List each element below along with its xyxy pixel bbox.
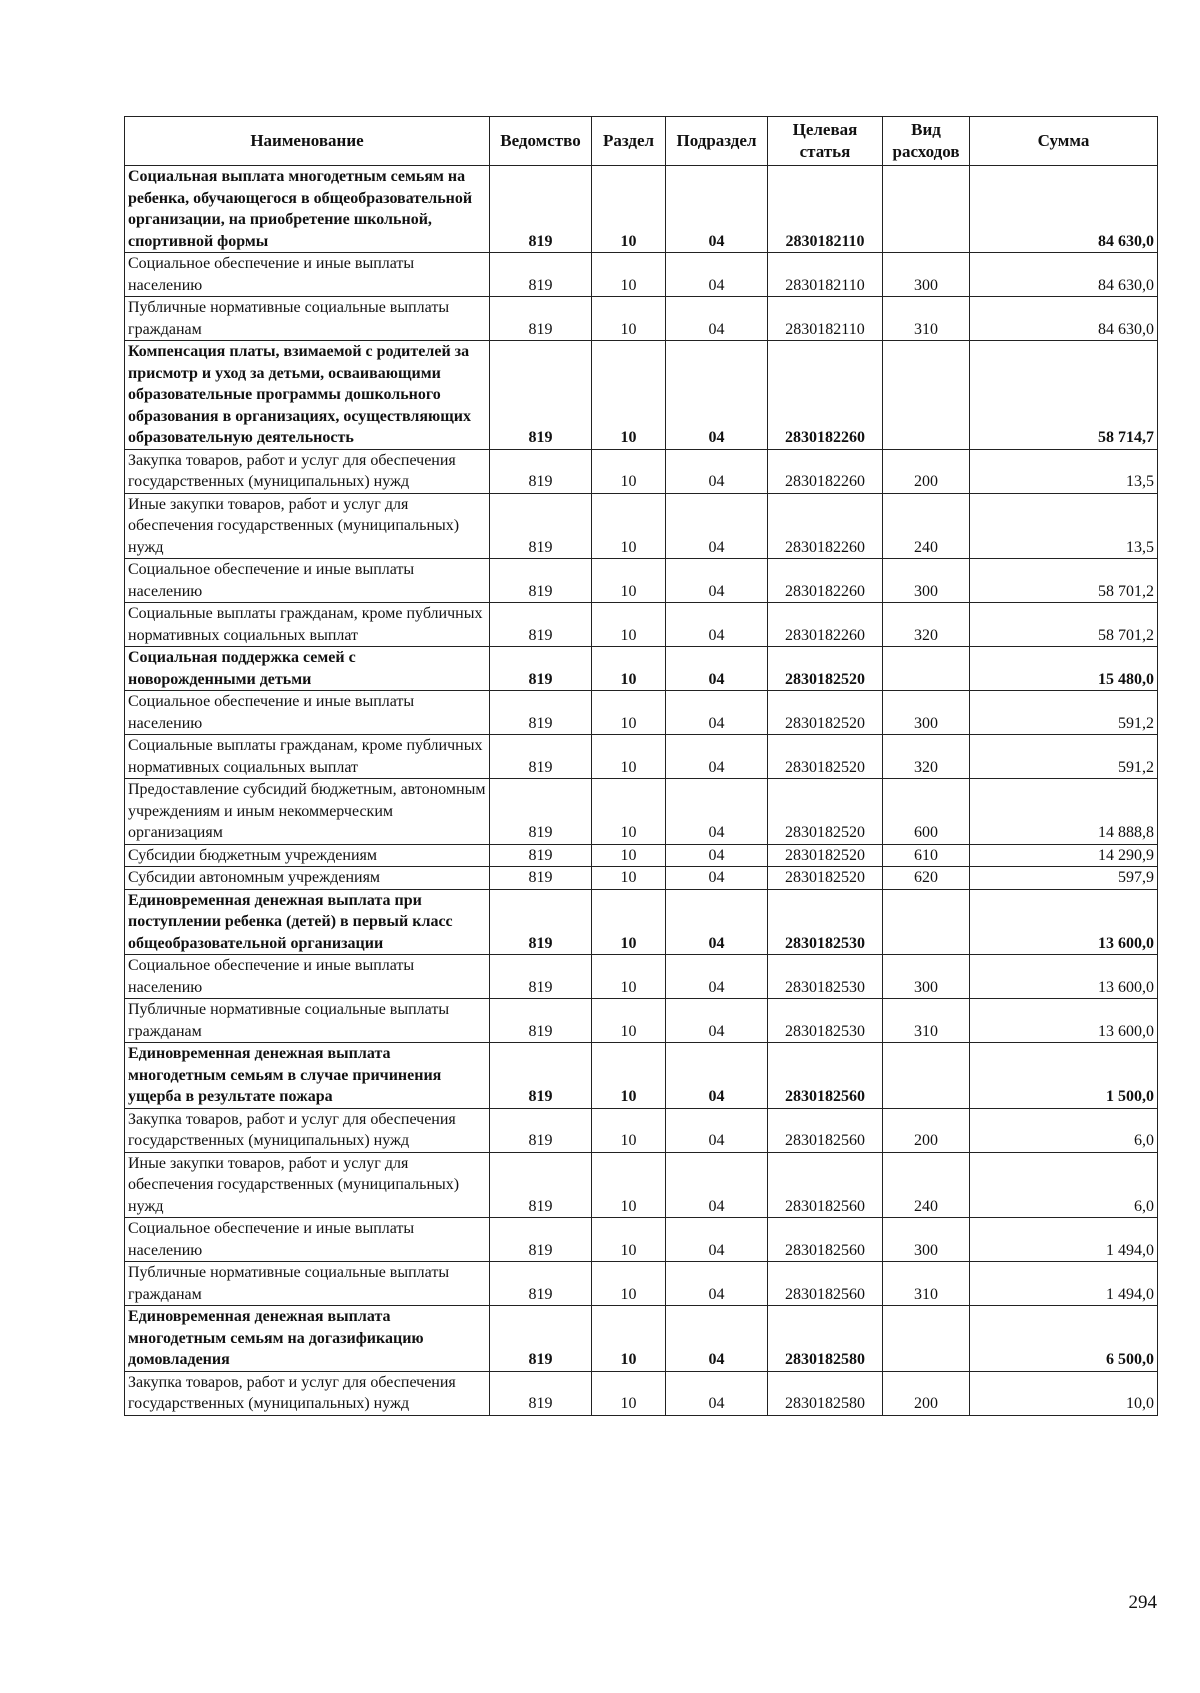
cell-razdel: 10	[592, 1043, 666, 1109]
cell-celevaya-statya: 2830182580	[768, 1371, 883, 1415]
cell-celevaya-statya: 2830182560	[768, 1218, 883, 1262]
cell-vedomstvo: 819	[490, 867, 592, 890]
cell-razdel: 10	[592, 253, 666, 297]
budget-table	[124, 116, 1158, 1416]
cell-razdel: 10	[592, 647, 666, 691]
cell-vid-rashodov: 310	[883, 1262, 970, 1306]
cell-summa: 84 630,0	[970, 253, 1158, 297]
cell-name: Единовременная денежная выплата при поступлении ребенка (детей) в первый класс общеобразовательной организации	[125, 889, 490, 955]
cell-podrazdel: 04	[666, 253, 768, 297]
cell-razdel: 10	[592, 889, 666, 955]
cell-vedomstvo: 819	[490, 493, 592, 559]
cell-vedomstvo: 819	[490, 1152, 592, 1218]
table-row	[125, 647, 1158, 691]
table-row	[125, 1306, 1158, 1372]
header-summa: Сумма	[970, 117, 1158, 166]
cell-vid-rashodov: 200	[883, 449, 970, 493]
cell-summa: 591,2	[970, 735, 1158, 779]
cell-vedomstvo: 819	[490, 1108, 592, 1152]
cell-podrazdel: 04	[666, 559, 768, 603]
cell-podrazdel: 04	[666, 1371, 768, 1415]
table-row	[125, 253, 1158, 297]
cell-vid-rashodov: 240	[883, 1152, 970, 1218]
table-row	[125, 559, 1158, 603]
cell-celevaya-statya: 2830182530	[768, 889, 883, 955]
cell-razdel: 10	[592, 844, 666, 867]
cell-podrazdel: 04	[666, 691, 768, 735]
table-row	[125, 603, 1158, 647]
cell-podrazdel: 04	[666, 779, 768, 845]
cell-name: Социальное обеспечение и иные выплаты населению	[125, 1218, 490, 1262]
header-celevaya-statya: Целевая статья	[768, 117, 883, 166]
cell-celevaya-statya: 2830182530	[768, 955, 883, 999]
header-podrazdel: Подраздел	[666, 117, 768, 166]
cell-celevaya-statya: 2830182520	[768, 779, 883, 845]
cell-vedomstvo: 819	[490, 1218, 592, 1262]
cell-razdel: 10	[592, 1152, 666, 1218]
cell-name: Социальное обеспечение и иные выплаты населению	[125, 253, 490, 297]
table-row	[125, 779, 1158, 845]
table-header-row	[125, 117, 1158, 166]
cell-podrazdel: 04	[666, 1306, 768, 1372]
cell-vedomstvo: 819	[490, 559, 592, 603]
cell-vid-rashodov: 620	[883, 867, 970, 890]
cell-name: Социальная выплата многодетным семьям на ребенка, обучающегося в общеобразовательной организации, на приобретение школьной, спортивной формы	[125, 166, 490, 253]
cell-celevaya-statya: 2830182520	[768, 691, 883, 735]
cell-celevaya-statya: 2830182110	[768, 253, 883, 297]
cell-summa: 597,9	[970, 867, 1158, 890]
cell-celevaya-statya: 2830182520	[768, 844, 883, 867]
cell-name: Социальная поддержка семей с новорожденными детьми	[125, 647, 490, 691]
cell-name: Закупка товаров, работ и услуг для обеспечения государственных (муниципальных) нужд	[125, 1371, 490, 1415]
cell-summa: 13 600,0	[970, 955, 1158, 999]
cell-vedomstvo: 819	[490, 1262, 592, 1306]
cell-summa: 58 701,2	[970, 559, 1158, 603]
cell-razdel: 10	[592, 1108, 666, 1152]
table-row	[125, 1043, 1158, 1109]
cell-podrazdel: 04	[666, 844, 768, 867]
header-vid-rashodov: Вид расходов	[883, 117, 970, 166]
cell-vedomstvo: 819	[490, 166, 592, 253]
cell-vid-rashodov	[883, 1306, 970, 1372]
table-row	[125, 1108, 1158, 1152]
cell-vedomstvo: 819	[490, 955, 592, 999]
cell-vid-rashodov	[883, 1043, 970, 1109]
cell-name: Компенсация платы, взимаемой с родителей за присмотр и уход за детьми, осваивающими образовательные программы дошкольного образования в организациях, осуществляющих образовательную деятельность	[125, 341, 490, 450]
cell-summa: 13,5	[970, 493, 1158, 559]
cell-vid-rashodov: 610	[883, 844, 970, 867]
cell-vid-rashodov	[883, 166, 970, 253]
cell-summa: 13,5	[970, 449, 1158, 493]
page-number: 294	[1128, 1592, 1157, 1613]
table-row	[125, 889, 1158, 955]
cell-name: Публичные нормативные социальные выплаты гражданам	[125, 297, 490, 341]
header-vedomstvo: Ведомство	[490, 117, 592, 166]
cell-summa: 6,0	[970, 1108, 1158, 1152]
cell-vedomstvo: 819	[490, 999, 592, 1043]
cell-vid-rashodov: 320	[883, 735, 970, 779]
cell-celevaya-statya: 2830182560	[768, 1152, 883, 1218]
cell-vedomstvo: 819	[490, 647, 592, 691]
header-razdel: Раздел	[592, 117, 666, 166]
table-row	[125, 999, 1158, 1043]
cell-summa: 14 290,9	[970, 844, 1158, 867]
cell-podrazdel: 04	[666, 1152, 768, 1218]
cell-celevaya-statya: 2830182520	[768, 867, 883, 890]
cell-podrazdel: 04	[666, 1218, 768, 1262]
cell-vedomstvo: 819	[490, 603, 592, 647]
cell-vid-rashodov: 600	[883, 779, 970, 845]
cell-name: Единовременная денежная выплата многодетным семьям в случае причинения ущерба в результате пожара	[125, 1043, 490, 1109]
cell-vid-rashodov: 310	[883, 297, 970, 341]
cell-summa: 84 630,0	[970, 297, 1158, 341]
cell-podrazdel: 04	[666, 647, 768, 691]
cell-summa: 591,2	[970, 691, 1158, 735]
table-row	[125, 297, 1158, 341]
cell-razdel: 10	[592, 735, 666, 779]
table-row	[125, 449, 1158, 493]
cell-celevaya-statya: 2830182560	[768, 1262, 883, 1306]
cell-vid-rashodov: 200	[883, 1371, 970, 1415]
cell-summa: 1 494,0	[970, 1262, 1158, 1306]
cell-celevaya-statya: 2830182260	[768, 449, 883, 493]
cell-podrazdel: 04	[666, 1043, 768, 1109]
cell-razdel: 10	[592, 999, 666, 1043]
cell-razdel: 10	[592, 691, 666, 735]
cell-celevaya-statya: 2830182560	[768, 1108, 883, 1152]
cell-vedomstvo: 819	[490, 253, 592, 297]
cell-vid-rashodov: 240	[883, 493, 970, 559]
cell-summa: 58 701,2	[970, 603, 1158, 647]
table-row	[125, 341, 1158, 450]
cell-vid-rashodov	[883, 889, 970, 955]
cell-podrazdel: 04	[666, 493, 768, 559]
cell-celevaya-statya: 2830182110	[768, 166, 883, 253]
cell-summa: 15 480,0	[970, 647, 1158, 691]
cell-celevaya-statya: 2830182530	[768, 999, 883, 1043]
cell-podrazdel: 04	[666, 166, 768, 253]
cell-podrazdel: 04	[666, 603, 768, 647]
cell-vid-rashodov: 320	[883, 603, 970, 647]
table-row	[125, 691, 1158, 735]
cell-name: Социальные выплаты гражданам, кроме публичных нормативных социальных выплат	[125, 603, 490, 647]
table-row	[125, 1262, 1158, 1306]
cell-celevaya-statya: 2830182260	[768, 559, 883, 603]
cell-vedomstvo: 819	[490, 449, 592, 493]
cell-vedomstvo: 819	[490, 735, 592, 779]
cell-summa: 13 600,0	[970, 999, 1158, 1043]
cell-podrazdel: 04	[666, 1108, 768, 1152]
cell-podrazdel: 04	[666, 735, 768, 779]
cell-vid-rashodov	[883, 341, 970, 450]
cell-name: Закупка товаров, работ и услуг для обеспечения государственных (муниципальных) нужд	[125, 1108, 490, 1152]
cell-name: Субсидии автономным учреждениям	[125, 867, 490, 890]
cell-celevaya-statya: 2830182110	[768, 297, 883, 341]
table-row	[125, 844, 1158, 867]
cell-vedomstvo: 819	[490, 297, 592, 341]
cell-podrazdel: 04	[666, 889, 768, 955]
table-row	[125, 1371, 1158, 1415]
cell-razdel: 10	[592, 603, 666, 647]
cell-vid-rashodov	[883, 647, 970, 691]
cell-podrazdel: 04	[666, 341, 768, 450]
cell-razdel: 10	[592, 1306, 666, 1372]
cell-name: Иные закупки товаров, работ и услуг для обеспечения государственных (муниципальных) нужд	[125, 493, 490, 559]
cell-razdel: 10	[592, 1371, 666, 1415]
cell-vedomstvo: 819	[490, 691, 592, 735]
table-row	[125, 735, 1158, 779]
table-row	[125, 867, 1158, 890]
cell-vedomstvo: 819	[490, 1043, 592, 1109]
cell-razdel: 10	[592, 341, 666, 450]
cell-vedomstvo: 819	[490, 1371, 592, 1415]
cell-vedomstvo: 819	[490, 844, 592, 867]
cell-vid-rashodov: 200	[883, 1108, 970, 1152]
cell-vedomstvo: 819	[490, 889, 592, 955]
cell-name: Единовременная денежная выплата многодетным семьям на догазификацию домовладения	[125, 1306, 490, 1372]
cell-celevaya-statya: 2830182560	[768, 1043, 883, 1109]
cell-summa: 14 888,8	[970, 779, 1158, 845]
table-row	[125, 493, 1158, 559]
cell-vid-rashodov: 300	[883, 559, 970, 603]
cell-razdel: 10	[592, 779, 666, 845]
cell-vedomstvo: 819	[490, 779, 592, 845]
cell-vedomstvo: 819	[490, 1306, 592, 1372]
cell-razdel: 10	[592, 493, 666, 559]
cell-vid-rashodov: 300	[883, 955, 970, 999]
cell-razdel: 10	[592, 955, 666, 999]
cell-vid-rashodov: 300	[883, 1218, 970, 1262]
cell-celevaya-statya: 2830182260	[768, 341, 883, 450]
cell-razdel: 10	[592, 449, 666, 493]
header-name: Наименование	[125, 117, 490, 166]
cell-podrazdel: 04	[666, 297, 768, 341]
cell-name: Социальные выплаты гражданам, кроме публичных нормативных социальных выплат	[125, 735, 490, 779]
cell-celevaya-statya: 2830182580	[768, 1306, 883, 1372]
cell-name: Социальное обеспечение и иные выплаты населению	[125, 691, 490, 735]
cell-name: Закупка товаров, работ и услуг для обеспечения государственных (муниципальных) нужд	[125, 449, 490, 493]
cell-vedomstvo: 819	[490, 341, 592, 450]
cell-celevaya-statya: 2830182520	[768, 735, 883, 779]
cell-podrazdel: 04	[666, 449, 768, 493]
cell-podrazdel: 04	[666, 955, 768, 999]
cell-razdel: 10	[592, 867, 666, 890]
cell-summa: 58 714,7	[970, 341, 1158, 450]
cell-razdel: 10	[592, 297, 666, 341]
table-row	[125, 1152, 1158, 1218]
cell-summa: 1 494,0	[970, 1218, 1158, 1262]
cell-razdel: 10	[592, 1262, 666, 1306]
table-row	[125, 166, 1158, 253]
cell-celevaya-statya: 2830182520	[768, 647, 883, 691]
cell-podrazdel: 04	[666, 1262, 768, 1306]
cell-name: Предоставление субсидий бюджетным, автономным учреждениям и иным некоммерческим организациям	[125, 779, 490, 845]
cell-celevaya-statya: 2830182260	[768, 603, 883, 647]
cell-summa: 13 600,0	[970, 889, 1158, 955]
cell-podrazdel: 04	[666, 999, 768, 1043]
table-row	[125, 955, 1158, 999]
cell-vid-rashodov: 310	[883, 999, 970, 1043]
cell-razdel: 10	[592, 166, 666, 253]
cell-celevaya-statya: 2830182260	[768, 493, 883, 559]
cell-summa: 1 500,0	[970, 1043, 1158, 1109]
cell-razdel: 10	[592, 559, 666, 603]
cell-podrazdel: 04	[666, 867, 768, 890]
cell-summa: 10,0	[970, 1371, 1158, 1415]
cell-name: Субсидии бюджетным учреждениям	[125, 844, 490, 867]
cell-summa: 6,0	[970, 1152, 1158, 1218]
cell-name: Социальное обеспечение и иные выплаты населению	[125, 955, 490, 999]
cell-name: Социальное обеспечение и иные выплаты населению	[125, 559, 490, 603]
cell-razdel: 10	[592, 1218, 666, 1262]
cell-name: Публичные нормативные социальные выплаты гражданам	[125, 999, 490, 1043]
cell-name: Иные закупки товаров, работ и услуг для обеспечения государственных (муниципальных) нужд	[125, 1152, 490, 1218]
cell-vid-rashodov: 300	[883, 691, 970, 735]
cell-vid-rashodov: 300	[883, 253, 970, 297]
table-row	[125, 1218, 1158, 1262]
table-body	[125, 166, 1158, 1416]
cell-summa: 6 500,0	[970, 1306, 1158, 1372]
cell-summa: 84 630,0	[970, 166, 1158, 253]
cell-name: Публичные нормативные социальные выплаты гражданам	[125, 1262, 490, 1306]
